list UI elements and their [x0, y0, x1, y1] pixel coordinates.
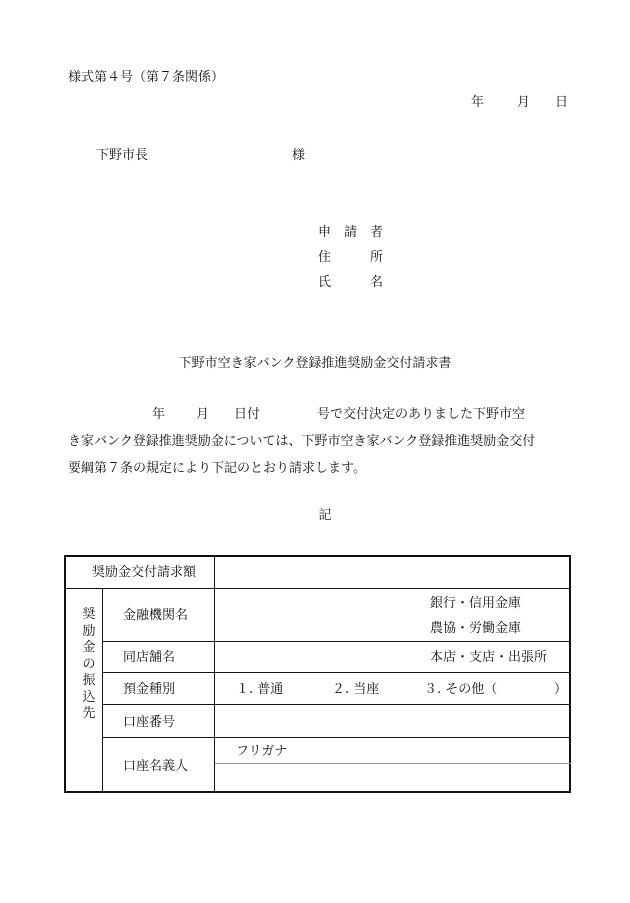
account-holder-label: 口座名義人 — [123, 759, 189, 774]
document-title: 下野市空き家バンク登録推進奨励金交付請求書 — [178, 356, 452, 371]
body-line-1 — [68, 401, 568, 428]
body-month-label: 月 — [196, 407, 210, 422]
addressee — [96, 148, 306, 163]
date-line — [471, 96, 568, 109]
applicant-label: 申 請 者 — [318, 225, 384, 240]
table-rule — [66, 588, 571, 589]
institution-option-coop: 農協・労働金庫 — [430, 621, 522, 636]
addressee-honorific: 様 — [292, 148, 306, 163]
institution-label: 金融機関名 — [123, 608, 189, 623]
payment-info-table — [64, 555, 571, 793]
institution-option-bank: 銀行・信用金庫 — [430, 596, 522, 611]
side-char: 励 — [82, 623, 96, 639]
body-year-label: 年 — [152, 407, 166, 422]
body-text — [68, 401, 568, 482]
table-divider — [214, 557, 215, 793]
side-char: 込 — [82, 689, 96, 705]
addressee-name: 下野市長 — [96, 148, 149, 163]
date-year-label: 年 — [471, 95, 485, 110]
account-number-label: 口座番号 — [123, 715, 176, 730]
branch-options: 本店・支店・出張所 — [430, 650, 548, 665]
side-char: 奨 — [82, 607, 96, 622]
side-char: 金 — [82, 640, 96, 655]
table-rule — [102, 737, 571, 738]
applicant-address-label: 住 所 — [318, 250, 384, 265]
side-char: 先 — [82, 706, 96, 721]
transfer-destination-label — [82, 607, 96, 723]
table-divider — [102, 588, 103, 793]
side-char: の — [82, 656, 96, 672]
table-rule — [102, 672, 571, 673]
table-rule-thin — [214, 763, 571, 764]
body-line-3: 要綱第７条の規定により下記のとおり請求します。 — [68, 461, 366, 476]
table-rule — [102, 641, 571, 642]
ki-heading: 記 — [318, 508, 332, 523]
table-rule — [102, 704, 571, 705]
body-day-label: 日付 — [234, 407, 261, 422]
date-day-label: 日 — [555, 95, 569, 110]
deposit-option-current: ２. 当座 — [332, 682, 380, 697]
deposit-other-close: ） — [554, 682, 568, 697]
body-line-1-rest: 号で交付決定のありました下野市空 — [317, 407, 526, 422]
form-number: 様式第４号（第７条関係） — [68, 70, 225, 85]
amount-label: 奨励金交付請求額 — [92, 565, 197, 580]
applicant-name-label: 氏 名 — [318, 275, 384, 290]
body-line-2: き家バンク登録推進奨励金については、下野市空き家バンク登録推進奨励金交付 — [68, 434, 536, 449]
deposit-option-other: ３. その他（ — [424, 682, 498, 697]
deposit-option-ordinary: １. 普通 — [236, 682, 284, 697]
deposit-type-label: 預金種別 — [123, 682, 176, 697]
side-char: 振 — [82, 673, 96, 688]
furigana-label: フリガナ — [236, 744, 288, 759]
date-month-label: 月 — [517, 95, 531, 110]
branch-label: 同店舗名 — [123, 650, 176, 665]
